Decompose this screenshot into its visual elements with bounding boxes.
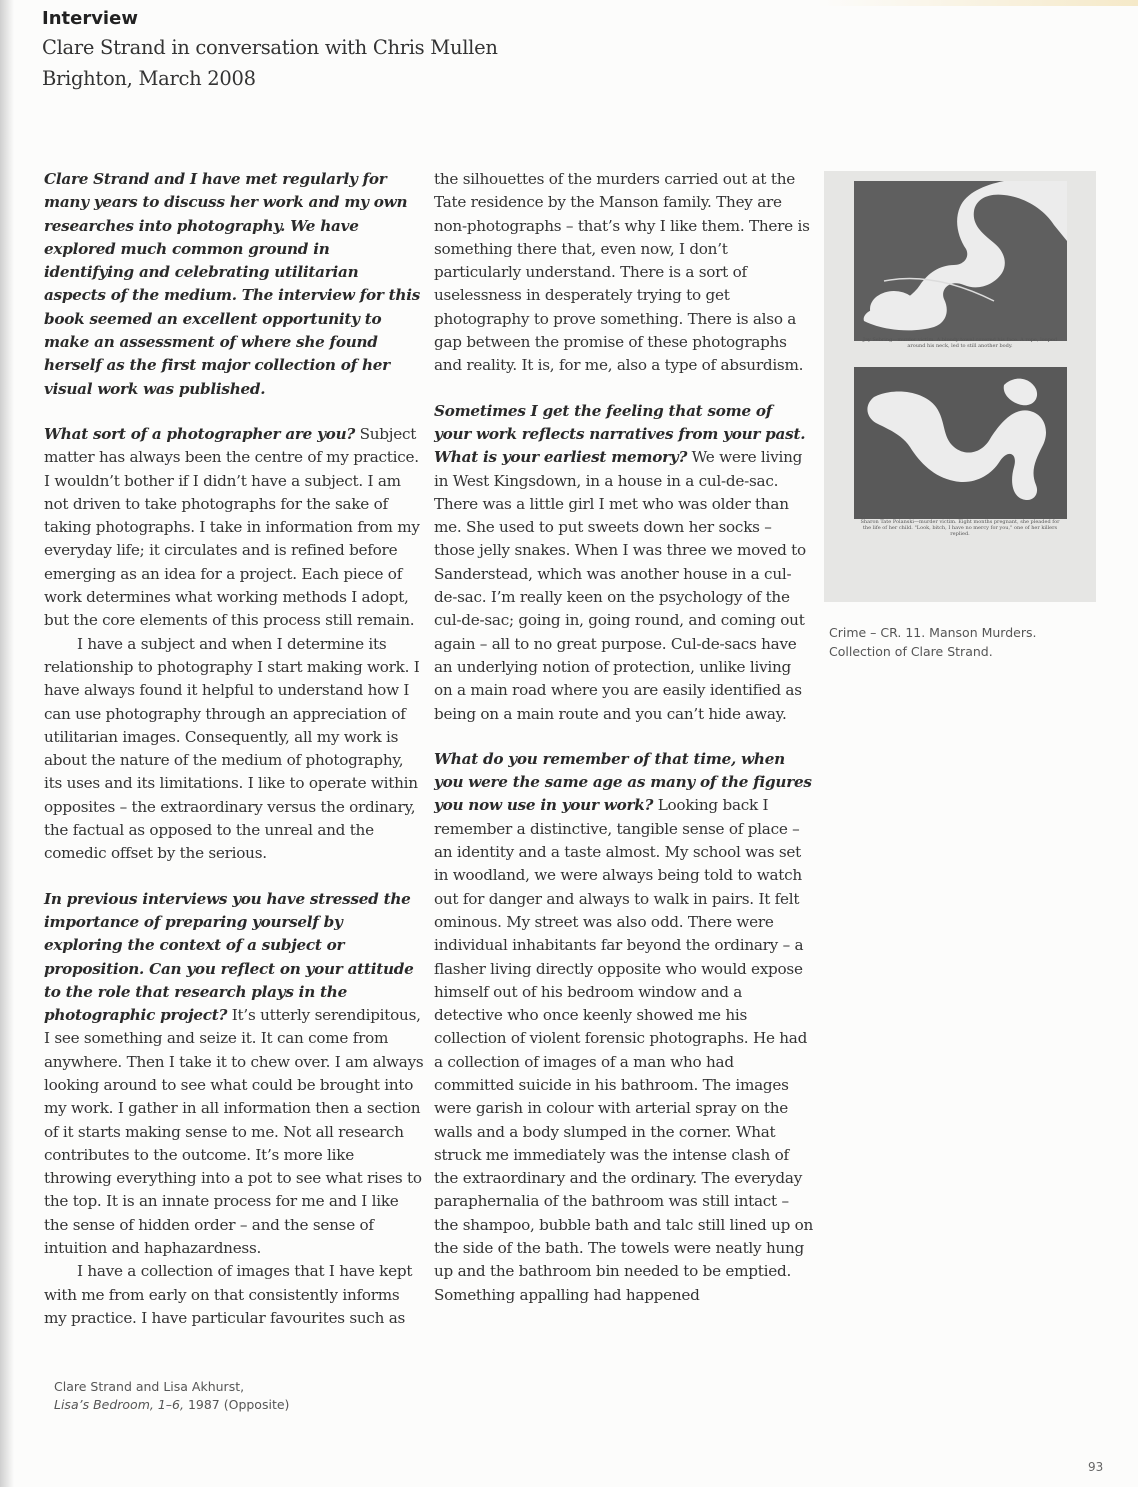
article-subtitle: Clare Strand in conversation with Chris Mullen [42, 36, 498, 59]
photo-1-caption: Jay Sebring—murder victim. A bloody towel covered his face. A rope, looped around his neck, led to still another body. [862, 337, 1058, 349]
body-paragraph: the silhouettes of the murders carried out at the Tate residence by the Manson family. They are non-photographs – that’s why I like them. There is something there that, even now, I don’t particularly understand. There is a sort of uselessness in desperately trying to get photography to prove something. There is also a gap between the promise of these photographs and reality. It is, for me, also a type of absurdism. [434, 170, 810, 375]
silhouette-image-2 [854, 367, 1067, 519]
place-date: Brighton, March 2008 [42, 67, 256, 90]
crime-card-figure [824, 171, 1096, 602]
question: In previous interviews you have stressed the importance of preparing yourself by exploring the context of a subject or proposition. Can you reflect on your attitude to the role that research plays in the photographic project? [44, 889, 414, 1025]
credit-line [54, 1396, 289, 1414]
page-gutter-shadow [0, 0, 14, 1487]
figure-caption [829, 623, 1036, 661]
question: Sometimes I get the feeling that some of your work reflects narratives from your past. What is your earliest memory? [434, 401, 806, 467]
section-label: Interview [42, 8, 138, 29]
intro-paragraph: Clare Strand and I have met regularly for many years to discuss her work and my own researches into photography. We have explored much common ground in identifying and celebrating utilitarian aspects of the medium. The interview for this book seemed an excellent opportunity to make an assessment of where she found herself as the first major collection of her visual work was published. [44, 170, 421, 398]
body-paragraph: I have a subject and when I determine its relationship to photography I start making work. I have always found it helpful to understand how I can use photography through an appreciation of utilitarian images. Consequently, all my work is about the nature of the medium of photography, its uses and its limitations. I like to operate within opposites – the extraordinary versus the ordinary, the factual as opposed to the unreal and the comedic offset by the serious. [44, 634, 420, 863]
answer: Looking back I remember a distinctive, tangible sense of place – an identity and a taste almost. My school was set in woodland, we were always being told to watch out for danger and always to walk in pairs. It felt ominous. My street was also odd. There were individual inhabitants far beyond the ordinary – a flasher living directly opposite who would expose himself out of his bedroom window and a detective who once keenly showed me his collection of violent forensic photographs. He had a collection of images of a man who had committed suicide in his bathroom. The images were garish in colour with arterial spray on the walls and a body slumped in the corner. What struck me immediately was the intense clash of the extraordinary and the ordinary. The everyday paraphernalia of the bathroom was still intact – the shampoo, bubble bath and talc still lined up on the side of the bath. The towels were neatly hung up and the bathroom bin needed to be emptied. Something appalling had happened [434, 796, 814, 1304]
page-number: 93 [1088, 1460, 1104, 1474]
question: What do you remember of that time, when you were the same age as many of the figures you now use in your work? [434, 749, 812, 815]
text-column-2 [434, 168, 814, 1307]
body-paragraph: I have a collection of images that I have kept with me from early on that consistently informs my practice. I have particular favourites such as [44, 1262, 413, 1327]
opposite-image-credit [54, 1378, 289, 1414]
qa-paragraph [44, 423, 424, 633]
silhouette-photo-1 [854, 181, 1067, 341]
page-edge [818, 0, 1138, 6]
qa-paragraph [434, 748, 814, 1307]
answer: It’s utterly serendipitous, I see something and seize it. It can come from anywhere. Then I take it to chew over. I am always looking around to see what could be brought into my work. I gather in all information then a section of it starts making sense to me. Not all research contributes to the outcome. It’s more like throwing everything into a pot to see what rises to the top. It is an innate process for me and I like the sense of hidden order – and the sense of intuition and haphazardness. [44, 1006, 424, 1258]
figure-caption-line: Collection of Clare Strand. [829, 644, 993, 659]
figure-caption-line: Crime – CR. 11. Manson Murders. [829, 625, 1037, 640]
article-header [42, 6, 498, 94]
text-column-1 [44, 168, 424, 1330]
silhouette-photo-2 [854, 367, 1067, 519]
work-date: 1987 (Opposite) [183, 1397, 290, 1412]
photo-2-caption: Sharon Tate Polanski—murder victim. Eight months pregnant, she pleaded for the life of her child. "Look, bitch, I have no mercy for you," one of her killers replied. [860, 519, 1060, 537]
credit-line: Clare Strand and Lisa Akhurst, [54, 1379, 245, 1394]
work-title: Lisa’s Bedroom, 1–6, [54, 1397, 184, 1412]
silhouette-image-1 [854, 181, 1067, 341]
qa-paragraph [44, 888, 424, 1261]
qa-paragraph [434, 400, 814, 726]
answer: We were living in West Kingsdown, in a house in a cul-de-sac. There was a little girl I met who was older than me. She used to put sweets down her socks – those jelly snakes. When I was three we moved to Sanderstead, which was another house in a cul-de-sac. I’m really keen on the psychology of the cul-de-sac; going in, going round, and coming out again – all to no great purpose. Cul-de-sacs have an underlying notion of protection, unlike living on a main road where you are easily identified as being on a main route and you can’t hide away. [434, 448, 806, 723]
answer: Subject matter has always been the centre of my practice. I wouldn’t bother if I didn’t have a subject. I am not driven to take photographs for the sake of taking photographs. I take in information from my everyday life; it circulates and is refined before emerging as an idea for a project. Each piece of work determines what working methods I adopt, but the core elements of this process still remain. [44, 424, 420, 630]
question: What sort of a photographer are you? [44, 424, 356, 443]
